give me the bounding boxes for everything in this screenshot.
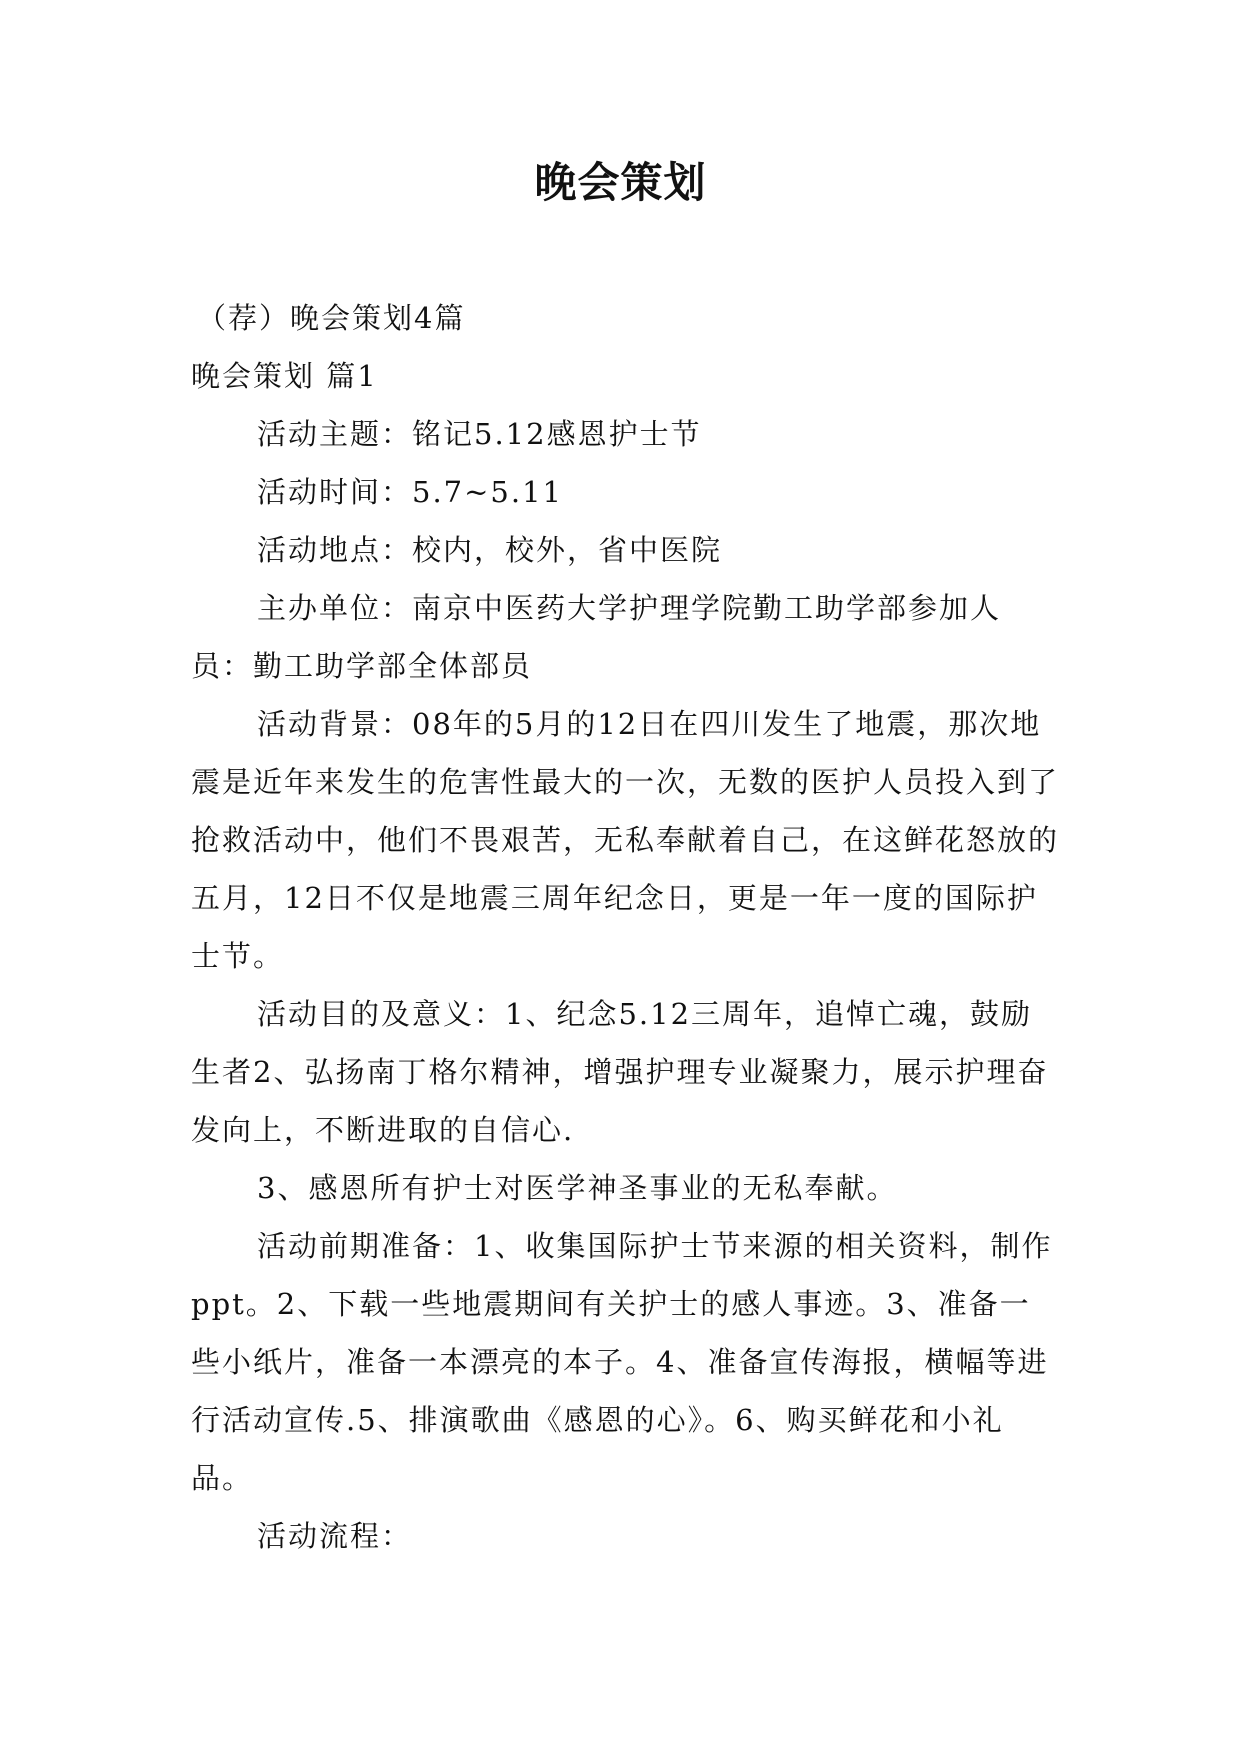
paragraph-gratitude: 3、感恩所有护士对医学神圣事业的无私奉献。 — [257, 1171, 898, 1205]
paragraph-background: 活动背景：08年的5月的12日在四川发生了地震，那次地震是近年来发生的危害性最大的一次，无数的医护人员投入到了抢救活动中，他们不畏艰苦，无私奉献着自己，在这鲜花怒放的五月，12日不仅是地震三周年纪念日，更是一年一度的国际护士节。 — [191, 707, 1060, 973]
paragraph-organizer: 主办单位：南京中医药大学护理学院勤工助学部参加人员：勤工助学部全体部员 — [191, 591, 1002, 683]
paragraph-activity-theme: 活动主题：铭记5.12感恩护士节 — [257, 417, 702, 451]
paragraph-process: 活动流程： — [257, 1519, 413, 1553]
document-subtitle: （荐）晚会策划4篇 — [197, 301, 466, 335]
paragraph-activity-time: 活动时间：5.7~5.11 — [257, 475, 563, 509]
section-heading: 晚会策划 篇1 — [191, 359, 378, 393]
document-title: 晚会策划 — [534, 158, 707, 207]
document-body — [191, 289, 1061, 1565]
paragraph-activity-location: 活动地点：校内，校外，省中医院 — [257, 533, 723, 567]
paragraph-purpose: 活动目的及意义：1、纪念5.12三周年，追悼亡魂，鼓励生者2、弘扬南丁格尔精神，增强护理专业凝聚力，展示护理奋发向上，不断进取的自信心. — [191, 997, 1049, 1147]
paragraph-preparation: 活动前期准备：1、收集国际护士节来源的相关资料，制作ppt。2、下载一些地震期间有关护士的感人事迹。3、准备一些小纸片，准备一本漂亮的本子。4、准备宣传海报，横幅等进行活动宣传.5、排演歌曲《感恩的心》。6、购买鲜花和小礼品。 — [191, 1229, 1053, 1495]
